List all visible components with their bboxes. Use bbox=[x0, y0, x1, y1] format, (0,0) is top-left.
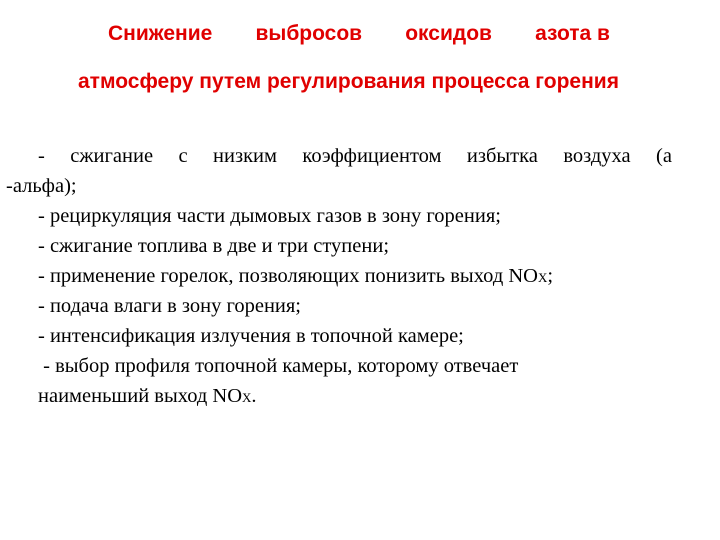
list-item-2: - рециркуляция части дымовых газов в зону горения; bbox=[38, 205, 501, 227]
slide-title-line-2: атмосферу путем регулирования процесса горения bbox=[78, 70, 619, 93]
list-item-1-continuation: -альфа); bbox=[6, 175, 77, 197]
title-word-4: азота в bbox=[535, 22, 610, 45]
list-item-1: - сжигание с низким коэффициентом избытка воздуха (а bbox=[38, 145, 672, 167]
title-word-2: выбросов bbox=[255, 22, 363, 45]
slide-title-line-1 bbox=[60, 22, 660, 46]
list-item-6: - интенсификация излучения в топочной камере; bbox=[38, 325, 464, 347]
list-item-7-continuation: наименьший выход NOX. bbox=[38, 385, 257, 407]
title-word-3: оксидов bbox=[405, 22, 492, 45]
list-item-5: - подача влаги в зону горения; bbox=[38, 295, 302, 317]
title-word-1: Снижение bbox=[108, 22, 213, 45]
list-item-7: - выбор профиля топочной камеры, которому отвечает bbox=[38, 355, 519, 377]
list-item-4: - применение горелок, позволяющих понизить выход NOX; bbox=[38, 265, 554, 287]
list-item-3: - сжигание топлива в две и три ступени; bbox=[38, 235, 390, 257]
